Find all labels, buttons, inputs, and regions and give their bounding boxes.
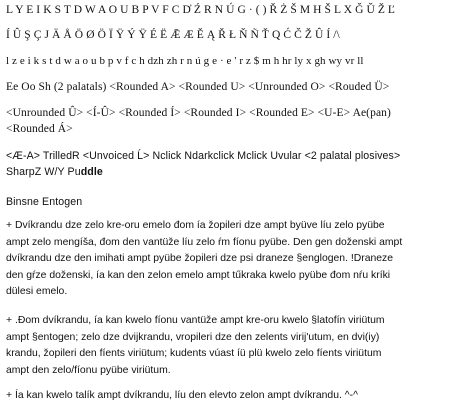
paragraph-line: den gŕze doženski, ía kan den zelon emelo ampt tűkraka kwelo pyübe đom nŕu kríki <box>6 269 391 281</box>
sound-names-line-5 <box>6 166 103 178</box>
sound-names-line-1: Ee Oo Sh (2 palatals) <Rounded A> <Rounded U> <Unrounded O> <Rouded Ü> <box>6 81 390 93</box>
sound-names-text: SharpZ W/Y Pu <box>6 166 81 178</box>
sound-names-line-4: <Æ-A> TrilledR <Unvoiced Ĺ> Nclick Ndarkclick Mclick Uvular <2 palatal plosives> <box>6 150 401 162</box>
paragraph-line: dvíkrandu dze den imihati ampt pyübe žopileri dze psi draneze §englogen. !Draneze <box>6 253 394 264</box>
paragraph-line: krandu, žopileri den fíents viriütum; kudents vúast íü plü kwelo zelo fíents viriütum <box>6 348 382 359</box>
alphabet-uppercase-line-2: Í Û Ş Ç J Ä Å Ö Ø Ö Ï Ÿ Ý Ÿ É Ë Ǣ Æ Ě Ą Ř Ł Ň Ñ Ť Q Ć Č Ž Û Í /\ <box>6 29 340 41</box>
paragraph-line: dülesi emelo. <box>6 286 68 297</box>
paragraph-line: + .Đom dvíkrandu, ía kan kwelo fíonu vantüže ampt kre-oru kwelo §latofín viriütum <box>6 315 385 326</box>
sound-names-line-2: <Unrounded Û> <Í-Û> <Rounded Í> <Rounded I> <Rounded E> <U-E> Ae(pan) <box>6 107 391 119</box>
sound-names-line-3: <Rounded Á> <box>6 123 73 135</box>
bold-text: ddle <box>80 166 103 178</box>
paragraph-line: + Ía kan kwelo talík ampt dvíkrandu, líu den elevto zelon ampt dvíkrandu. ^-^ <box>6 390 358 400</box>
alphabet-uppercase-line-1: L Y E I K S T D W A O U B P V F C D̓ Ź R N Ú G · ( ) Ř Ż Š M H Š L X Ǧ Ǔ Ž Ľ <box>6 4 396 16</box>
alphabet-lowercase-line: l z e i k s t d w a o u b p v f c h dzh zh r n ú g e · e ' r z $ m h hr ly x gh wy vr ll <box>6 55 364 67</box>
paragraph-3 <box>6 388 459 400</box>
paragraph-line: ampt §entogen; zelo dze dvijkrandu, vropileri dze den zelents virij'utum, en dvi(iy) <box>6 331 380 343</box>
paragraph-line: ampt zelo mengíša, đom den vantüže líu zelo ŕm fíonu pyübe. Den gen doženski ampt <box>6 236 403 248</box>
paragraph-line: ampt den zelo/fíonu pyübe viriütum. <box>6 364 171 376</box>
paragraph-2 <box>6 313 459 379</box>
paragraph-line: + Dvíkrandu dze zelo kre-oru emelo đom ía žopileri dze ampt byüve líu zelo pyübe <box>6 220 385 231</box>
paragraph-1 <box>6 218 459 301</box>
section-heading: Binsne Entogen <box>6 196 83 208</box>
